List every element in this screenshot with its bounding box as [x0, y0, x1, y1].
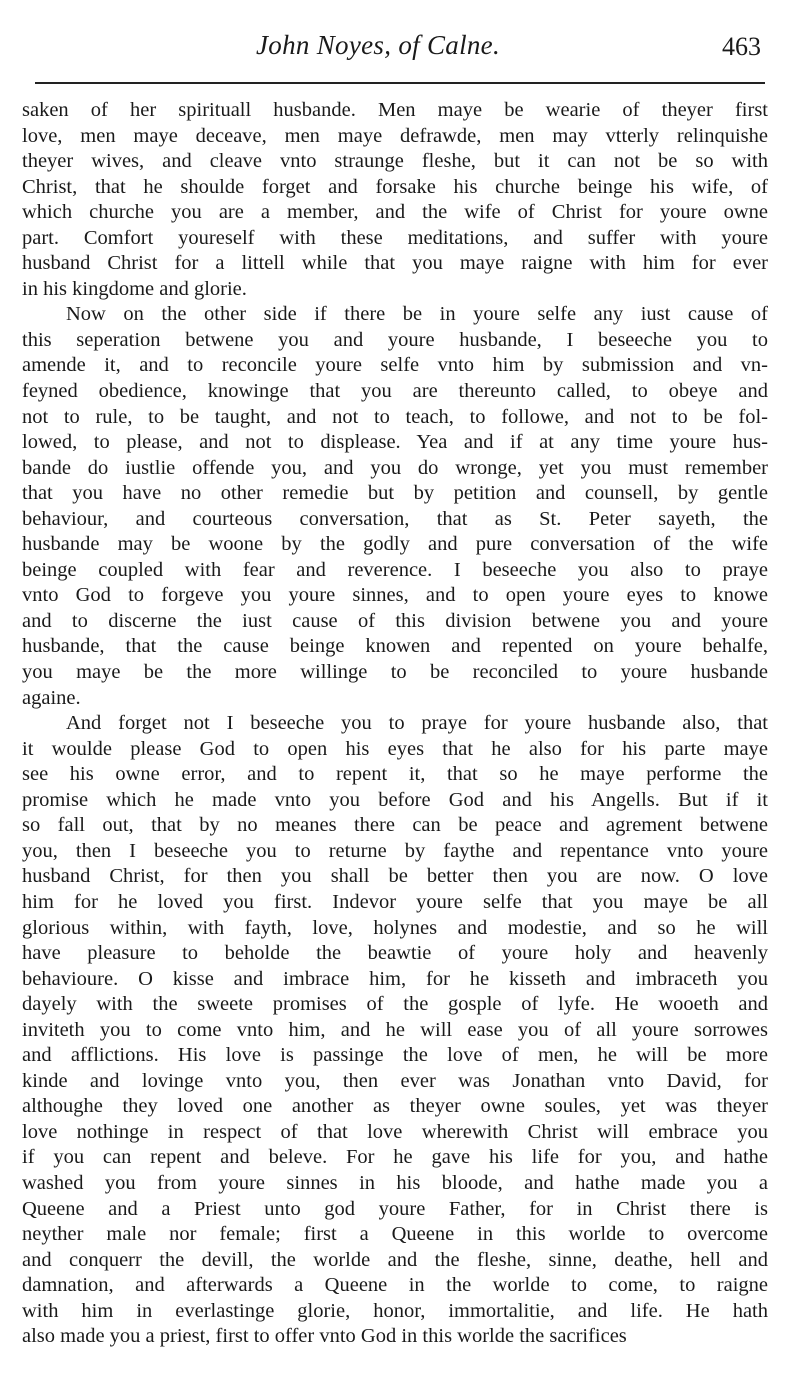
text-line: this seperation betwene you and youre husbande, I beseeche you to: [22, 328, 768, 351]
text-line: amende it, and to reconcile youre selfe vnto him by submission and vn-: [22, 354, 768, 377]
text-line: feyned obedience, knowinge that you are thereunto called, to obeye and: [22, 380, 768, 403]
text-line: in his kingdome and glorie.: [22, 277, 247, 300]
body-text: [22, 98, 768, 1350]
text-line: kinde and lovinge vnto you, then ever was Jonathan vnto David, for: [22, 1069, 768, 1092]
text-line: it woulde please God to open his eyes that he also for his parte maye: [22, 737, 768, 760]
text-line: have pleasure to beholde the beawtie of youre holy and heavenly: [22, 942, 768, 965]
header-rule: [35, 82, 765, 84]
text-line: inviteth you to come vnto him, and he will ease you of all youre sorrowes: [22, 1018, 768, 1041]
text-line: behaviour, and courteous conversation, that as St. Peter sayeth, the: [22, 507, 768, 530]
text-line: theyer wives, and cleave vnto straunge fleshe, but it can not be so with: [22, 150, 768, 173]
text-line: love nothinge in respect of that love wherewith Christ will embrace you: [22, 1120, 768, 1143]
text-line: beinge coupled with fear and reverence. I beseeche you also to praye: [22, 558, 768, 581]
text-line: And forget not I beseeche you to praye for youre husbande also, that: [66, 712, 768, 735]
text-line: bande do iustlie offende you, and you do wronge, yet you must remember: [22, 456, 768, 479]
text-line: not to rule, to be taught, and not to teach, to followe, and not to be fol-: [22, 405, 768, 428]
text-line: husband Christ, for then you shall be better then you are now. O love: [22, 865, 768, 888]
text-line: if you can repent and beleve. For he gave his life for you, and hathe: [22, 1146, 768, 1169]
text-line: that you have no other remedie but by petition and counsell, by gentle: [22, 482, 768, 505]
text-line: damnation, and afterwards a Queene in the worlde to come, to raigne: [22, 1274, 768, 1297]
text-line: Christ, that he shoulde forget and forsake his churche beinge his wife, of: [22, 175, 768, 198]
page-number: 463: [722, 32, 761, 61]
text-line: vnto God to forgeve you youre sinnes, and to open youre eyes to knowe: [22, 584, 768, 607]
text-line: washed you from youre sinnes in his bloode, and hathe made you a: [22, 1171, 768, 1194]
paragraph: [22, 302, 768, 711]
text-line: promise which he made vnto you before God and his Angells. But if it: [22, 788, 768, 811]
text-line: love, men maye deceave, men maye defrawde, men may vtterly relinquishe: [22, 124, 768, 147]
text-line: lowed, to please, and not to displease. Yea and if at any time youre hus-: [22, 431, 768, 454]
text-line: neyther male nor female; first a Queene in this worlde to overcome: [22, 1223, 768, 1246]
text-line: also made you a priest, first to offer vnto God in this worlde the sacrifices: [22, 1325, 627, 1348]
text-line: him for he loved you first. Indevor youre selfe that you maye be all: [22, 890, 768, 913]
text-line: with him in everlastinge glorie, honor, immortalitie, and life. He hath: [22, 1299, 768, 1322]
text-line: husbande, that the cause beinge knowen and repented on youre behalfe,: [22, 635, 768, 658]
text-line: so fall out, that by no meanes there can be peace and agrement betwene: [22, 814, 768, 837]
text-line: and conquerr the devill, the worlde and the fleshe, sinne, deathe, hell and: [22, 1248, 768, 1271]
text-line: and to discerne the iust cause of this division betwene you and youre: [22, 609, 768, 632]
paragraph: [22, 98, 768, 302]
text-line: Queene and a Priest unto god youre Father, for in Christ there is: [22, 1197, 768, 1220]
running-head: [0, 22, 800, 72]
text-line: althoughe they loved one another as theyer owne soules, yet was theyer: [22, 1095, 768, 1118]
text-line: againe.: [22, 686, 81, 709]
text-line: part. Comfort youreself with these meditations, and suffer with youre: [22, 226, 768, 249]
text-line: husband Christ for a littell while that you maye raigne with him for ever: [22, 252, 768, 275]
text-line: you, then I beseeche you to returne by faythe and repentance vnto youre: [22, 839, 768, 862]
text-line: you maye be the more willinge to be reconciled to youre husbande: [22, 661, 768, 684]
paragraph: [22, 711, 768, 1350]
text-line: Now on the other side if there be in youre selfe any iust cause of: [66, 303, 768, 326]
text-line: glorious within, with fayth, love, holynes and modestie, and so he will: [22, 916, 768, 939]
text-line: behavioure. O kisse and imbrace him, for he kisseth and imbraceth you: [22, 967, 768, 990]
running-title: John Noyes, of Calne.: [256, 30, 501, 60]
text-line: dayely with the sweete promises of the gosple of lyfe. He wooeth and: [22, 993, 768, 1016]
text-line: husbande may be woone by the godly and pure conversation of the wife: [22, 533, 768, 556]
text-line: which churche you are a member, and the wife of Christ for youre owne: [22, 201, 768, 224]
text-line: see his owne error, and to repent it, that so he maye performe the: [22, 763, 768, 786]
text-line: and afflictions. His love is passinge the love of men, he will be more: [22, 1044, 768, 1067]
text-line: saken of her spirituall husbande. Men maye be wearie of theyer first: [22, 99, 768, 121]
